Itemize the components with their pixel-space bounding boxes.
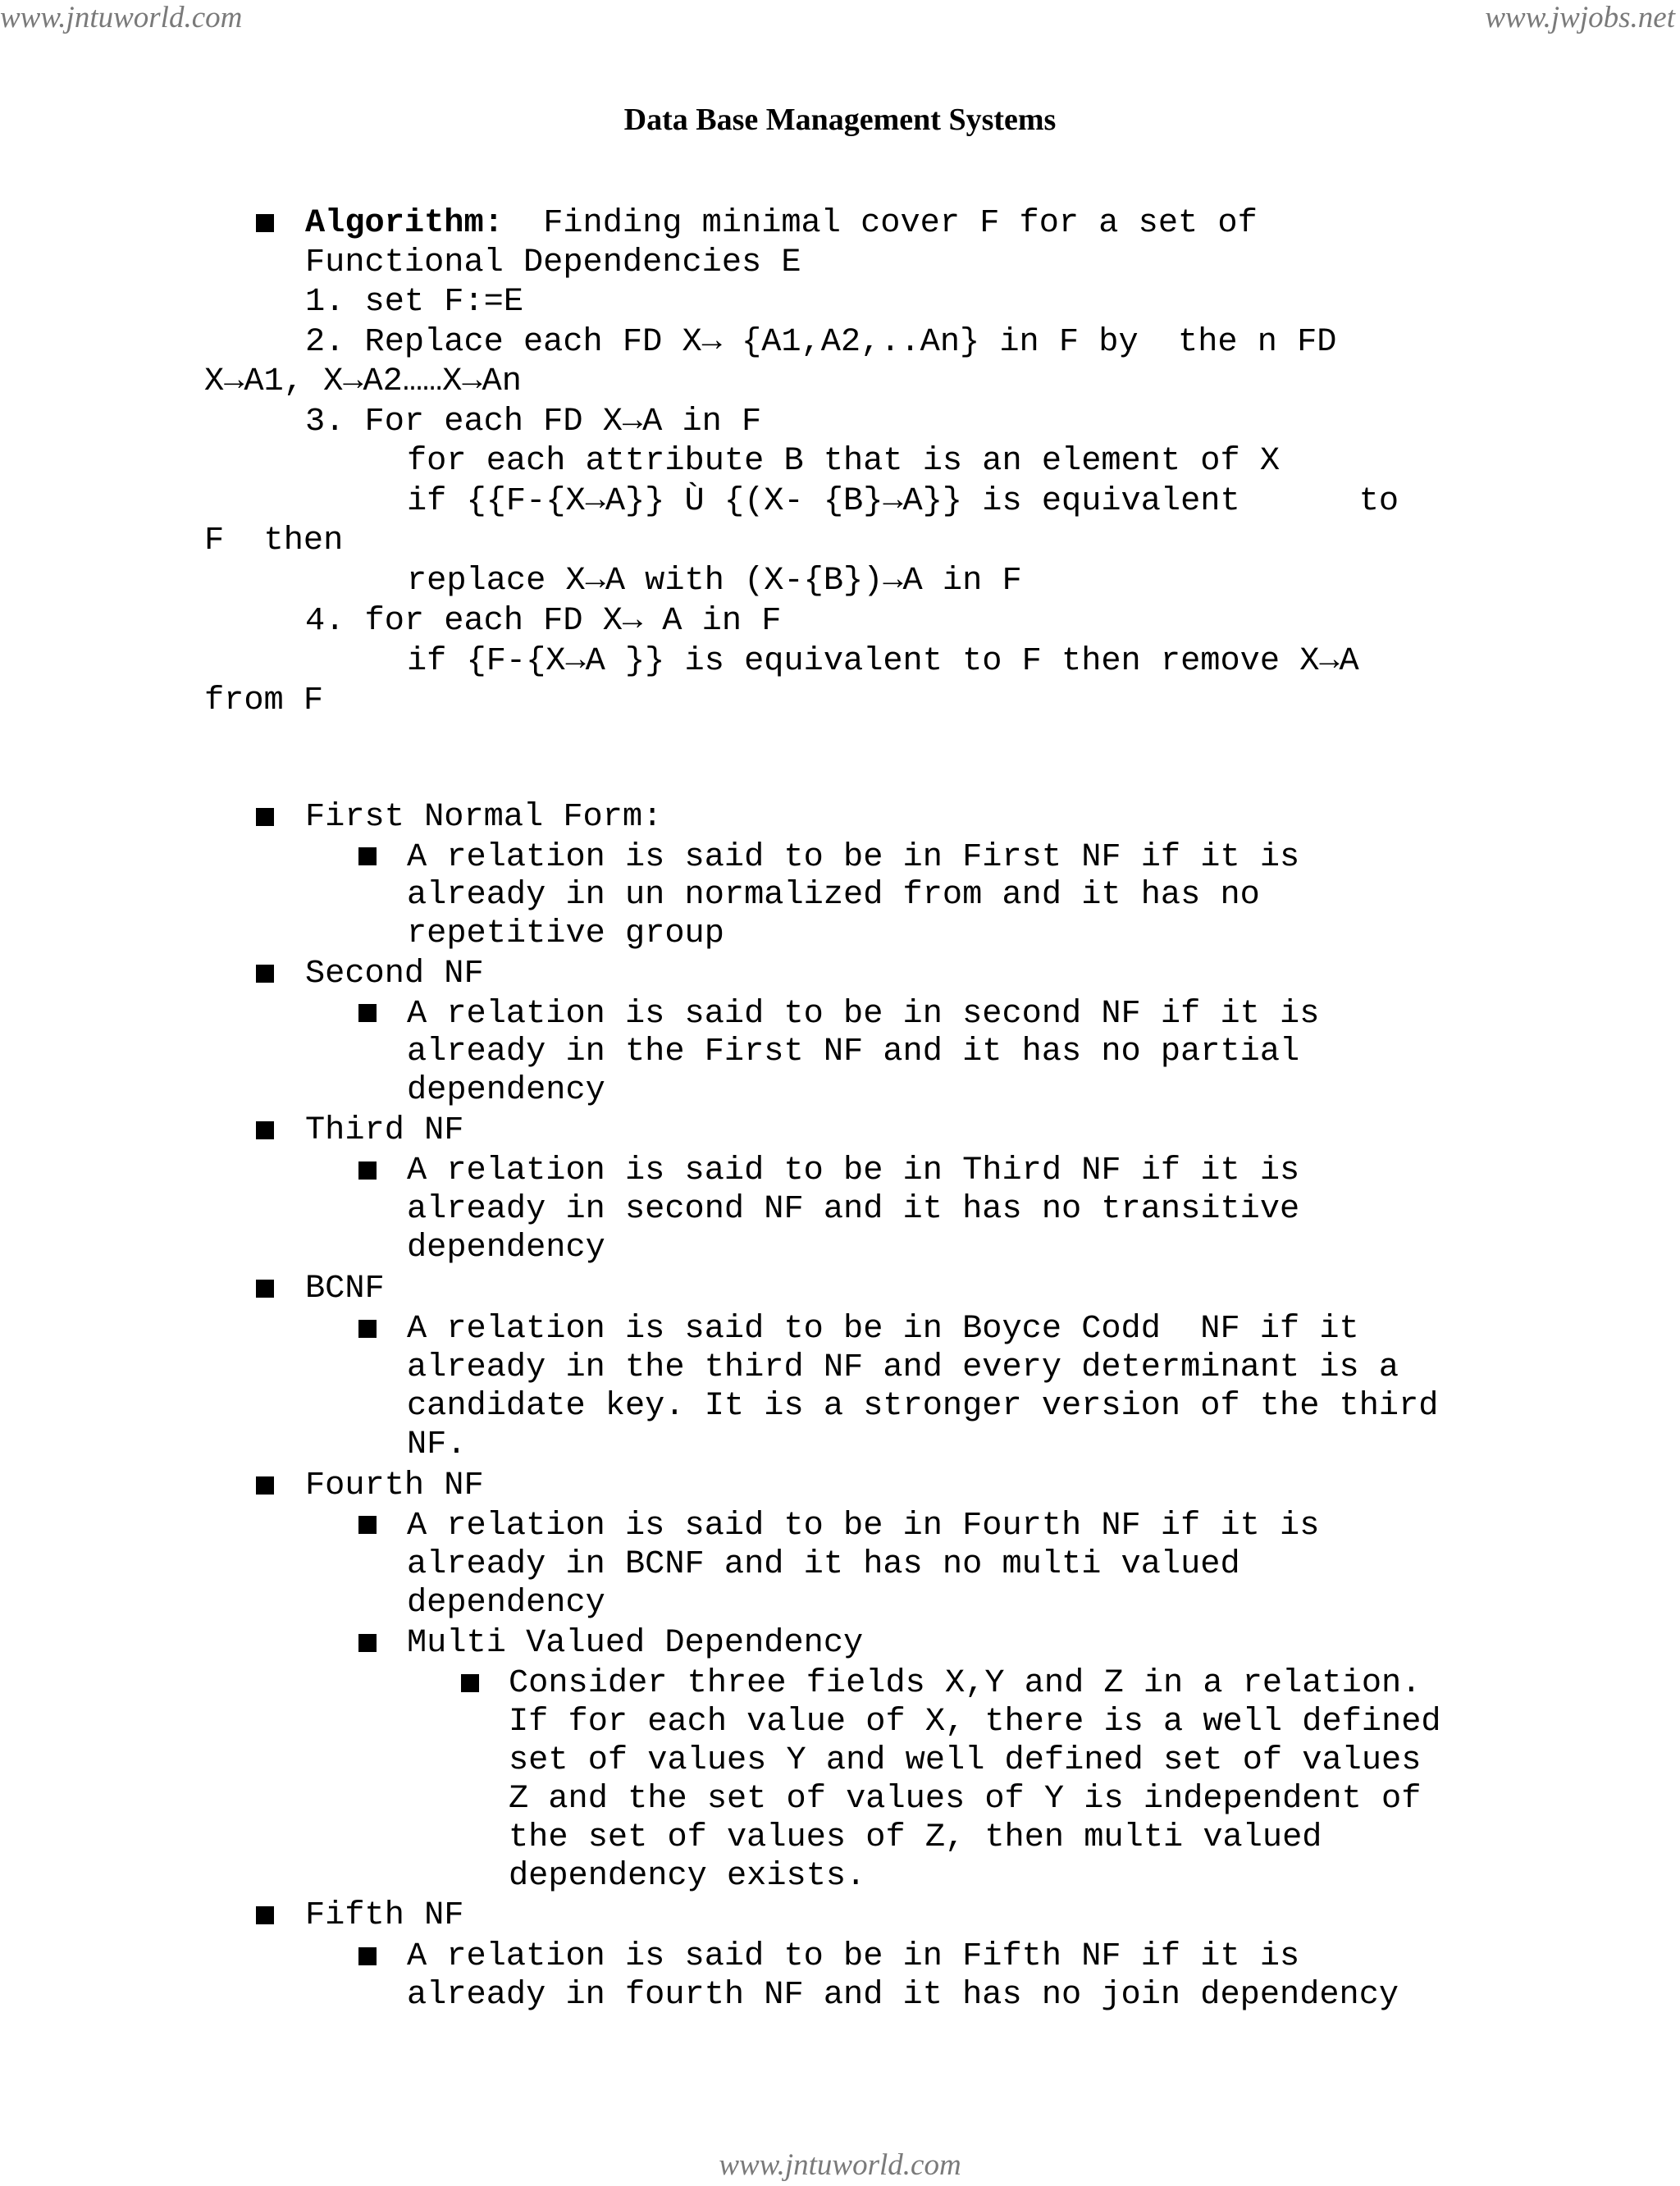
bullet-square-icon bbox=[358, 1004, 377, 1022]
bullet-square-icon bbox=[358, 1634, 377, 1652]
bullet-square-icon bbox=[256, 1280, 274, 1298]
algorithm-step-3-line-a: for each attribute B that is an element of X bbox=[407, 442, 1281, 480]
fourth-nf-heading: Fourth NF bbox=[305, 1467, 484, 1504]
bcnf-line: A relation is said to be in Boyce Codd NF if it bbox=[407, 1310, 1359, 1348]
bullet-square-icon bbox=[256, 1906, 274, 1924]
bullet-square-icon bbox=[461, 1674, 479, 1692]
algorithm-heading bbox=[305, 203, 1258, 243]
algorithm-step-4-line-a: if {F-{X→A }} is equivalent to F then remove X→A bbox=[407, 642, 1359, 680]
bcnf-line: candidate key. It is a stronger version of the third bbox=[407, 1387, 1439, 1425]
bullet-square-icon bbox=[358, 847, 377, 865]
bullet-square-icon bbox=[256, 1476, 274, 1495]
bullet-square-icon bbox=[256, 1121, 274, 1139]
watermark-top-right: www.jwjobs.net bbox=[1485, 1, 1675, 34]
algorithm-step-3: 3. For each FD X→A in F bbox=[305, 403, 762, 440]
first-nf-line: already in un normalized from and it has no bbox=[407, 876, 1260, 914]
fifth-nf-line: already in fourth NF and it has no join dependency bbox=[407, 1976, 1399, 2014]
page-title: Data Base Management Systems bbox=[623, 103, 1057, 137]
first-nf-heading: First Normal Form: bbox=[305, 798, 663, 836]
fifth-nf-line: A relation is said to be in Fifth NF if it is bbox=[407, 1937, 1300, 1975]
bcnf-line: already in the third NF and every determinant is a bbox=[407, 1349, 1399, 1386]
algorithm-step-1: 1. set F:=E bbox=[305, 283, 524, 321]
algorithm-step-4: 4. for each FD X→ A in F bbox=[305, 602, 782, 640]
second-nf-line: already in the First NF and it has no partial bbox=[407, 1033, 1300, 1070]
mvd-line: set of values Y and well defined set of values bbox=[509, 1741, 1422, 1779]
second-nf-heading: Second NF bbox=[305, 955, 484, 993]
mvd-line: If for each value of X, there is a well defined bbox=[509, 1703, 1441, 1741]
bullet-square-icon bbox=[358, 1516, 377, 1534]
bullet-square-icon bbox=[358, 1947, 377, 1965]
bullet-square-icon bbox=[358, 1320, 377, 1338]
first-nf-line: A relation is said to be in First NF if it is bbox=[407, 838, 1300, 876]
bullet-square-icon bbox=[256, 965, 274, 983]
watermark-bottom: www.jntuworld.com bbox=[719, 2148, 961, 2182]
algorithm-heading-text: Finding minimal cover F for a set of bbox=[503, 204, 1258, 242]
bcnf-heading: BCNF bbox=[305, 1270, 385, 1307]
first-nf-line: repetitive group bbox=[407, 915, 724, 952]
algorithm-label: Algorithm: bbox=[305, 204, 504, 242]
bcnf-line: NF. bbox=[407, 1426, 467, 1463]
fifth-nf-heading: Fifth NF bbox=[305, 1896, 464, 1934]
mvd-line: Z and the set of values of Y is independent of bbox=[509, 1780, 1422, 1818]
watermark-top-left: www.jntuworld.com bbox=[0, 1, 243, 34]
second-nf-line: A relation is said to be in second NF if it is bbox=[407, 995, 1320, 1033]
fourth-nf-line: already in BCNF and it has no multi valued bbox=[407, 1545, 1240, 1583]
algorithm-step-4-line-a-cont: from F bbox=[204, 682, 324, 719]
bullet-square-icon bbox=[256, 214, 274, 232]
algorithm-heading-line2: Functional Dependencies E bbox=[305, 244, 801, 281]
fourth-nf-line: dependency bbox=[407, 1584, 605, 1622]
mvd-line: the set of values of Z, then multi valued bbox=[509, 1819, 1322, 1856]
third-nf-line: already in second NF and it has no transitive bbox=[407, 1190, 1300, 1228]
third-nf-heading: Third NF bbox=[305, 1111, 464, 1149]
algorithm-step-2: 2. Replace each FD X→ {A1,A2,..An} in F by the n FD bbox=[305, 323, 1337, 361]
third-nf-line: A relation is said to be in Third NF if it is bbox=[407, 1152, 1300, 1189]
fourth-nf-line: A relation is said to be in Fourth NF if it is bbox=[407, 1507, 1320, 1545]
second-nf-line: dependency bbox=[407, 1071, 605, 1109]
algorithm-step-3-line-b: if {{F-{X→A}} Ù {(X- {B}→A}} is equivalent to bbox=[407, 482, 1399, 520]
algorithm-step-3-line-b-cont: F then bbox=[204, 522, 344, 559]
bullet-square-icon bbox=[256, 808, 274, 826]
algorithm-step-2-cont: X→A1, X→A2……X→An bbox=[204, 363, 522, 400]
algorithm-step-3-line-c: replace X→A with (X-{B})→A in F bbox=[407, 562, 1022, 600]
mvd-line: Consider three fields X,Y and Z in a relation. bbox=[509, 1664, 1422, 1702]
third-nf-line: dependency bbox=[407, 1229, 605, 1266]
mvd-line: dependency exists. bbox=[509, 1857, 866, 1895]
mvd-heading: Multi Valued Dependency bbox=[407, 1624, 864, 1662]
bullet-square-icon bbox=[358, 1161, 377, 1180]
